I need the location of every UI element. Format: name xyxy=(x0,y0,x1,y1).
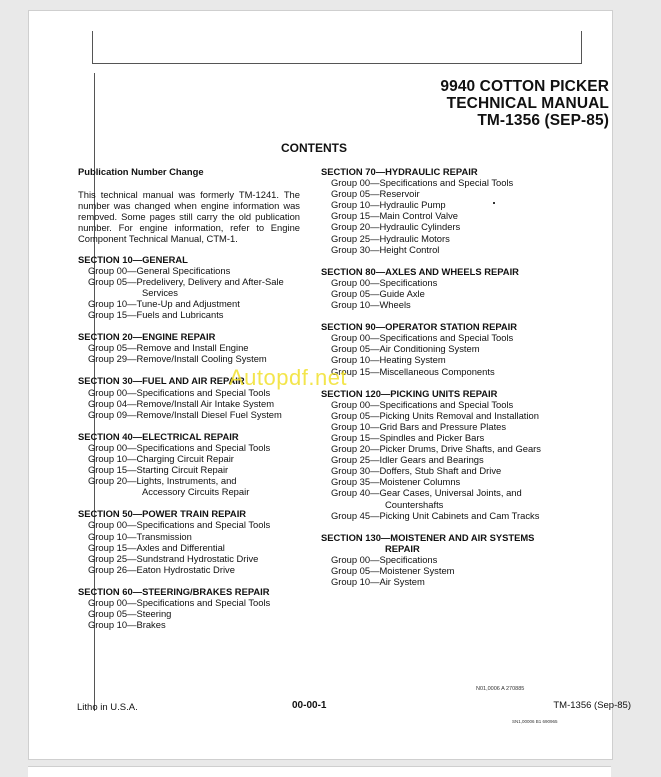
group-item: Group 10—Brakes xyxy=(88,619,166,631)
group-item: Group 15—Main Control Valve xyxy=(331,210,458,222)
group-item: Group 04—Remove/Install Air Intake System xyxy=(88,397,275,409)
footer-litho: Litho in U.S.A. xyxy=(77,702,138,713)
group-item: Group 05—Reservoir xyxy=(331,188,420,200)
section-title: SECTION 70—HYDRAULIC REPAIR xyxy=(321,166,478,177)
group-item: Group 15—Starting Circuit Repair xyxy=(88,464,229,476)
group-item: Group 20—Picker Drums, Drive Shafts, and Gears xyxy=(331,443,541,455)
section-title: SECTION 60—STEERING/BRAKES REPAIR xyxy=(78,585,270,597)
group-item: Group 10—Hydraulic Pump xyxy=(331,199,446,211)
group-item: Group 05—Steering xyxy=(88,608,172,620)
print-code: N01,0006 A 270885 xyxy=(476,686,525,692)
group-item: Group 10—Tune-Up and Adjustment xyxy=(88,297,240,309)
group-item-continued: Services xyxy=(142,286,178,298)
stray-mark xyxy=(493,202,495,204)
group-item: Group 00—Specifications and Special Tools xyxy=(331,332,514,344)
section-title: SECTION 10—GENERAL xyxy=(78,253,188,265)
group-item: Group 15—Spindles and Picker Bars xyxy=(331,431,485,443)
group-item: Group 29—Remove/Install Cooling System xyxy=(88,353,267,365)
group-item: Group 15—Axles and Differential xyxy=(88,541,225,553)
section-80 xyxy=(321,266,543,310)
page-number: 00-00-1 xyxy=(292,700,327,711)
section-70 xyxy=(321,166,543,255)
group-item: Group 05—Remove and Install Engine xyxy=(88,342,249,354)
group-item: Group 10—Air System xyxy=(331,576,425,588)
left-column xyxy=(78,166,300,641)
group-item: Group 10—Wheels xyxy=(331,299,411,311)
group-item: Group 25—Hydraulic Motors xyxy=(331,232,450,244)
group-item: Group 10—Heating System xyxy=(331,354,446,366)
group-item: Group 10—Grid Bars and Pressure Plates xyxy=(331,420,507,432)
group-item: Group 20—Hydraulic Cylinders xyxy=(331,221,461,233)
group-item: Group 25—Sundstrand Hydrostatic Drive xyxy=(88,552,259,564)
group-item: Group 15—Miscellaneous Components xyxy=(331,365,495,377)
section-60 xyxy=(78,586,300,630)
publication-text: This technical manual was formerly TM-1241. The number was changed when engine information was removed. Some pages still carry the old publication number. For engine information, refer to Engine Component Technical Manual, CTM-1. xyxy=(78,189,300,245)
group-item: Group 00—Specifications and Special Tools xyxy=(88,519,271,531)
group-item: Group 35—Moistener Columns xyxy=(331,476,461,488)
group-item: Group 40—Gear Cases, Universal Joints, and xyxy=(331,487,522,499)
group-item-continued: Accessory Circuits Repair xyxy=(142,486,250,498)
group-item: Group 09—Remove/Install Diesel Fuel System xyxy=(88,408,282,420)
footer-manual-id: TM-1356 (Sep-85) xyxy=(553,700,631,711)
section-40 xyxy=(78,431,300,498)
group-item: Group 00—Specifications and Special Tools xyxy=(88,597,271,608)
group-item: Group 10—Charging Circuit Repair xyxy=(88,452,234,464)
group-item: Group 15—Fuels and Lubricants xyxy=(88,309,224,321)
section-20 xyxy=(78,331,300,364)
print-code-small: SN1,00006 B1 690965 xyxy=(512,719,558,724)
section-50 xyxy=(78,508,300,575)
group-item: Group 25—Idler Gears and Bearings xyxy=(331,454,484,466)
group-item: Group 10—Transmission xyxy=(88,530,192,542)
section-10 xyxy=(78,254,300,321)
section-title: SECTION 50—POWER TRAIN REPAIR xyxy=(78,508,247,520)
group-item: Group 45—Picking Unit Cabinets and Cam Tracks xyxy=(331,509,540,521)
group-item: Group 00—Specifications xyxy=(331,276,438,288)
group-item: Group 00—Specifications and Special Tools xyxy=(331,177,514,189)
title-line-3: TM-1356 (SEP-85) xyxy=(477,112,609,129)
section-title: SECTION 40—ELECTRICAL REPAIR xyxy=(78,430,239,442)
publication-heading: Publication Number Change xyxy=(78,166,204,177)
section-title-continued: REPAIR xyxy=(385,542,420,554)
group-item: Group 00—Specifications and Special Tools xyxy=(88,441,271,453)
section-130 xyxy=(321,532,543,587)
group-item: Group 05—Air Conditioning System xyxy=(331,343,480,355)
group-item: Group 30—Height Control xyxy=(331,243,440,255)
section-90 xyxy=(321,321,543,376)
next-page-edge xyxy=(28,766,611,777)
group-item: Group 00—Specifications and Special Tools xyxy=(88,386,271,398)
group-item-continued: Countershafts xyxy=(385,498,444,510)
section-title: SECTION 120—PICKING UNITS REPAIR xyxy=(321,387,498,399)
section-title: SECTION 130—MOISTENER AND AIR SYSTEMS xyxy=(321,531,535,543)
section-title: SECTION 90—OPERATOR STATION REPAIR xyxy=(321,321,518,333)
group-item: Group 26—Eaton Hydrostatic Drive xyxy=(88,563,235,575)
group-item: Group 05—Guide Axle xyxy=(331,287,425,299)
section-title: SECTION 80—AXLES AND WHEELS REPAIR xyxy=(321,265,519,277)
group-item: Group 20—Lights, Instruments, and xyxy=(88,475,237,487)
group-item: Group 30—Doffers, Stub Shaft and Drive xyxy=(331,465,502,477)
watermark: Autopdf.net xyxy=(229,365,348,390)
title-line-2: TECHNICAL MANUAL xyxy=(446,95,609,112)
group-item: Group 05—Moistener System xyxy=(331,565,455,576)
group-item: Group 00—Specifications xyxy=(331,553,438,565)
section-120 xyxy=(321,388,543,521)
header-box xyxy=(92,31,582,64)
group-item: Group 05—Picking Units Removal and Installation xyxy=(331,409,539,421)
section-title: SECTION 20—ENGINE REPAIR xyxy=(78,331,216,343)
group-item: Group 05—Predelivery, Delivery and After-Sale xyxy=(88,275,284,287)
group-item: Group 00—General Specifications xyxy=(88,264,231,276)
group-item: Group 00—Specifications and Special Tools xyxy=(331,398,514,410)
manual-title xyxy=(440,78,609,129)
section-title: SECTION 30—FUEL AND AIR REPAIR xyxy=(78,375,245,387)
title-line-1: 9940 COTTON PICKER xyxy=(440,78,609,95)
right-column xyxy=(321,166,543,598)
contents-heading: CONTENTS xyxy=(281,141,347,155)
